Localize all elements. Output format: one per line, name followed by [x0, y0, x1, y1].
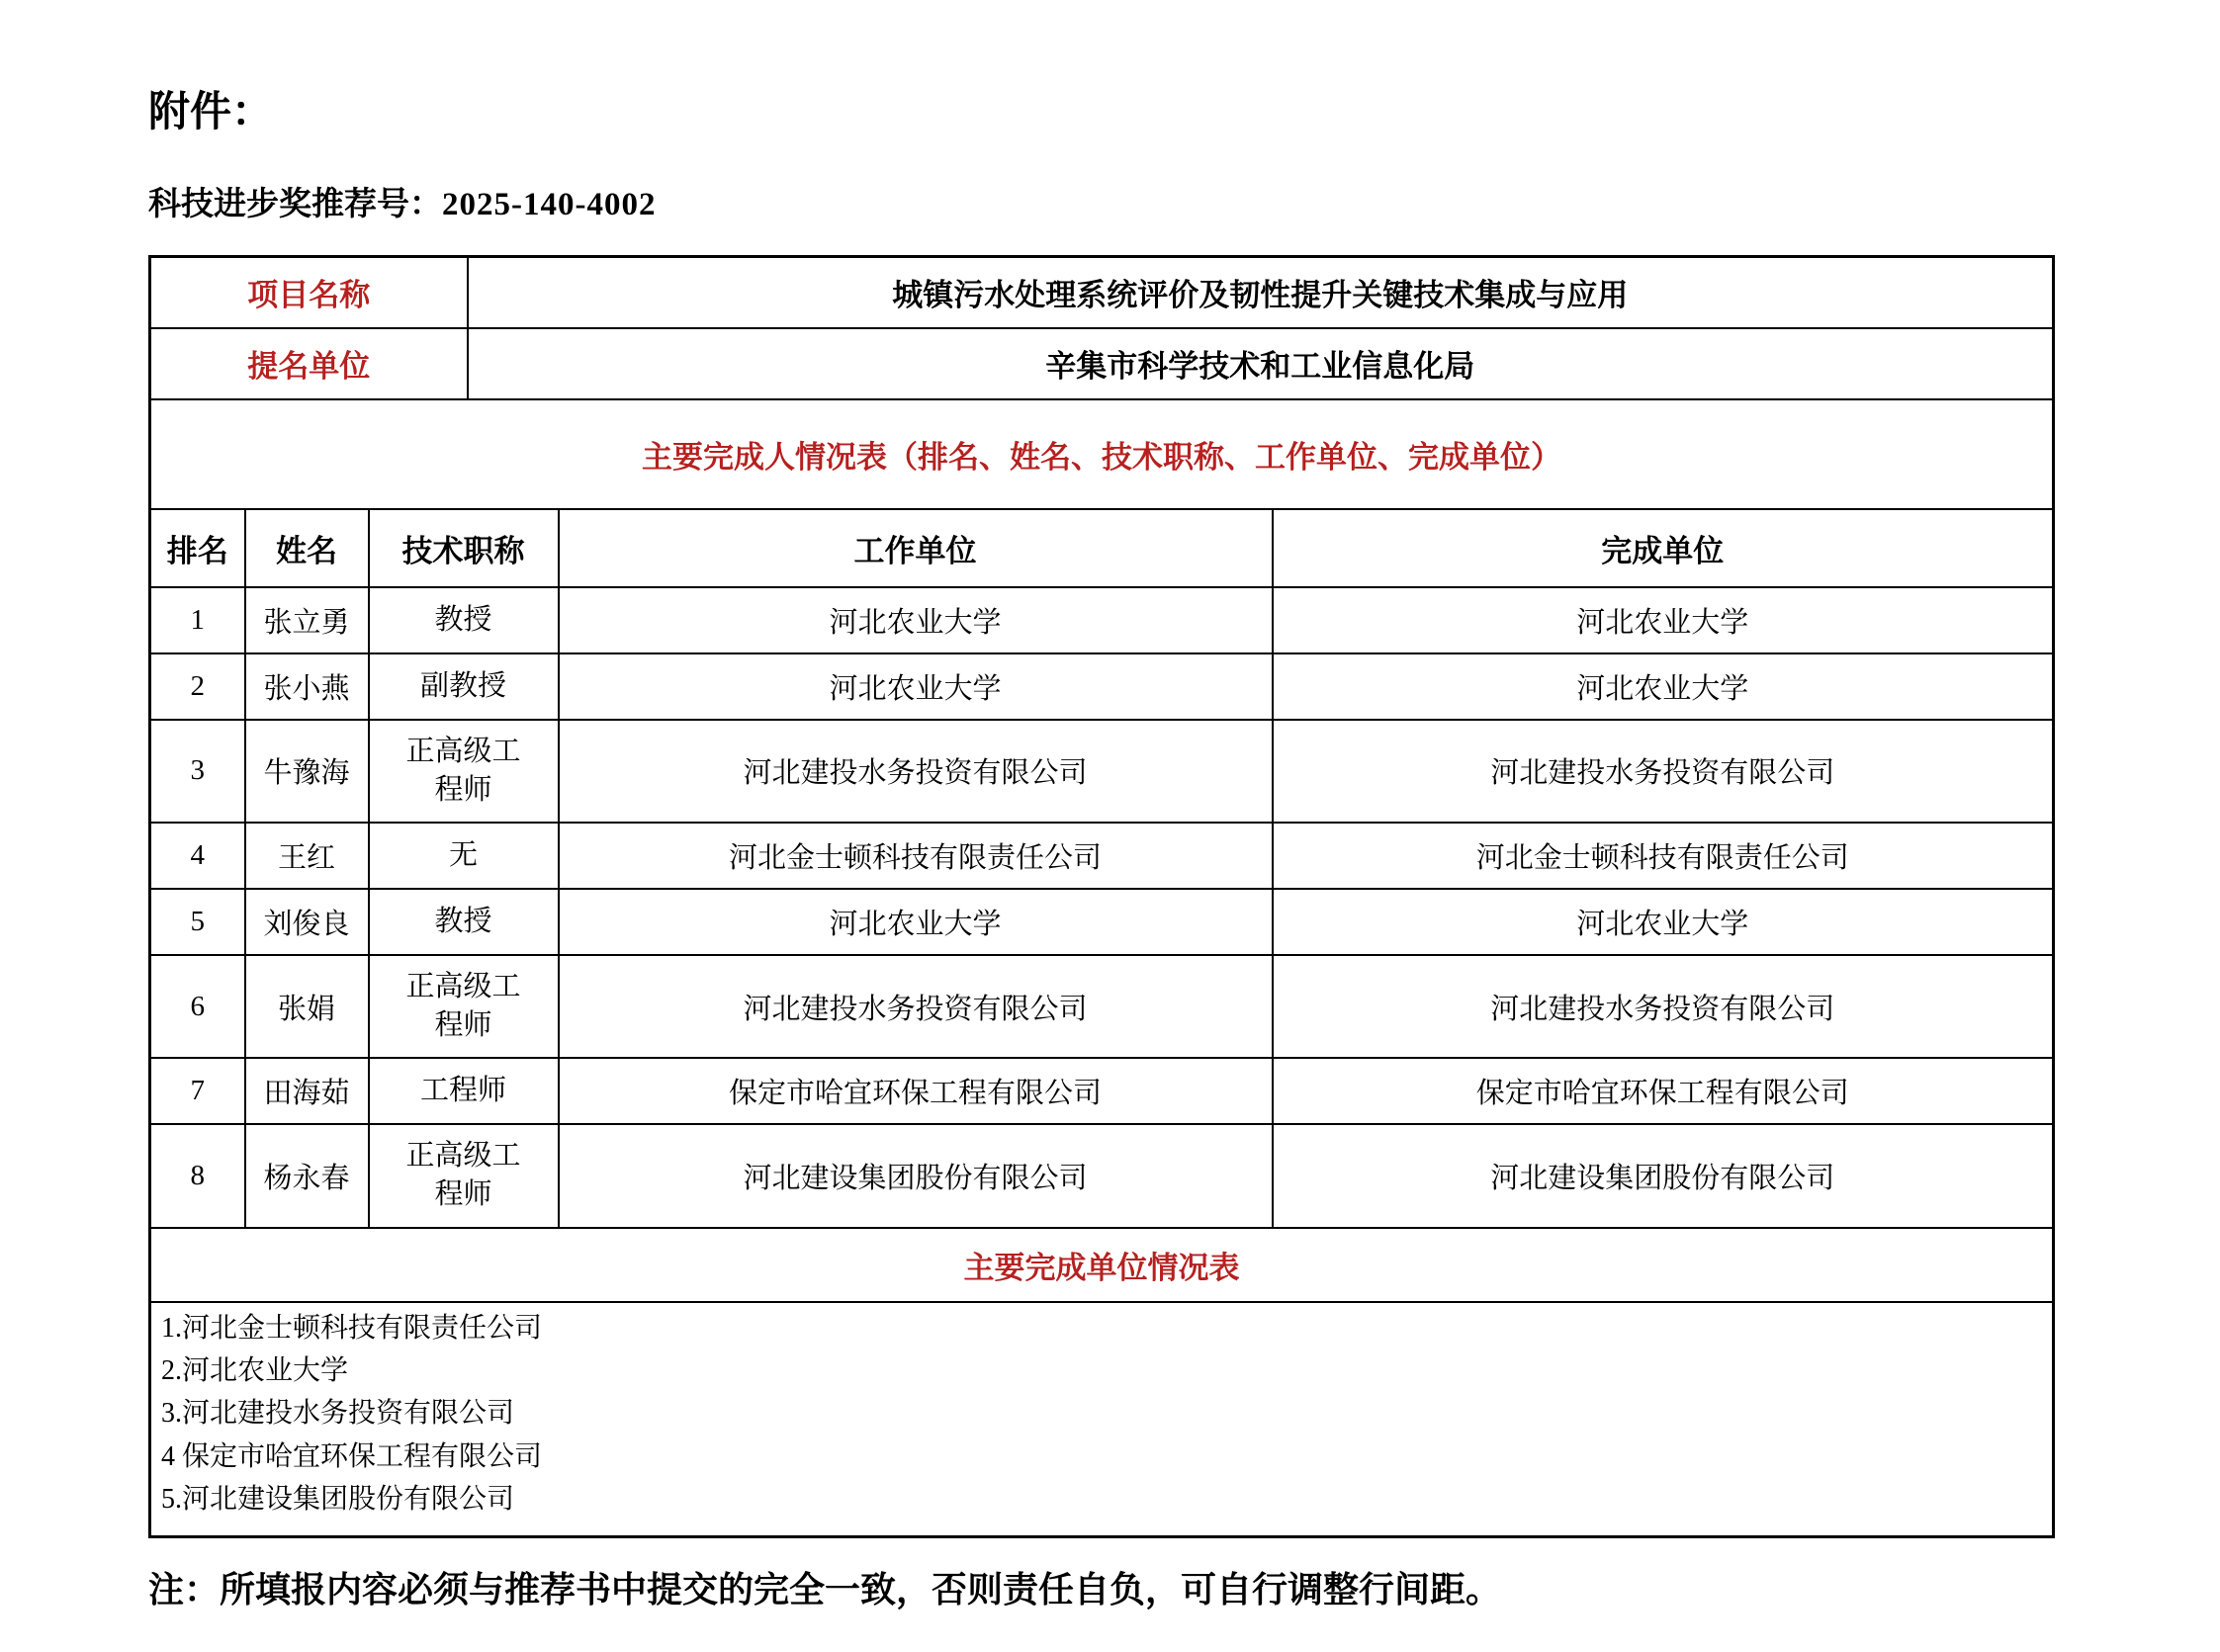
cell-work-unit: 河北农业大学	[559, 653, 1273, 720]
cell-rank: 5	[150, 889, 245, 955]
cell-rank: 6	[150, 955, 245, 1058]
units-section-title-row	[150, 1228, 2054, 1302]
award-form-table	[148, 255, 2055, 1538]
table-row	[150, 889, 2054, 955]
units-list-row	[150, 1302, 2054, 1536]
table-row	[150, 1124, 2054, 1227]
cell-title: 无	[369, 823, 559, 889]
header-title: 技术职称	[369, 509, 559, 587]
list-item: 2.河北农业大学	[161, 1355, 349, 1387]
cell-title: 正高级工程师	[369, 955, 559, 1058]
cell-name: 刘俊良	[245, 889, 369, 955]
header-rank: 排名	[150, 509, 245, 587]
list-item: 4 保定市哈宜环保工程有限公司	[161, 1440, 543, 1472]
cell-rank: 7	[150, 1058, 245, 1124]
project-name-value: 城镇污水处理系统评价及韧性提升关键技术集成与应用	[468, 256, 2054, 328]
recommendation-number: 2025-140-4002	[442, 187, 657, 223]
table-row	[150, 720, 2054, 823]
cell-completion-unit: 河北金士顿科技有限责任公司	[1273, 823, 2054, 889]
cell-title: 教授	[369, 587, 559, 653]
cell-work-unit: 河北农业大学	[559, 889, 1273, 955]
cell-work-unit: 河北建投水务投资有限公司	[559, 720, 1273, 823]
units-section-title: 主要完成单位情况表	[150, 1228, 2054, 1302]
attachment-heading: 附件：	[148, 88, 274, 134]
cell-work-unit: 保定市哈宜环保工程有限公司	[559, 1058, 1273, 1124]
cell-name: 张立勇	[245, 587, 369, 653]
table-row	[150, 587, 2054, 653]
cell-title: 正高级工程师	[369, 1124, 559, 1227]
cell-work-unit: 河北农业大学	[559, 587, 1273, 653]
cell-completion-unit: 河北农业大学	[1273, 653, 2054, 720]
cell-completion-unit: 河北建投水务投资有限公司	[1273, 955, 2054, 1058]
cell-name: 牛豫海	[245, 720, 369, 823]
cell-completion-unit: 河北建设集团股份有限公司	[1273, 1124, 2054, 1227]
recommendation-number-line	[148, 186, 2052, 225]
header-work-unit: 工作单位	[559, 509, 1273, 587]
table-row	[150, 653, 2054, 720]
nominating-unit-value: 辛集市科学技术和工业信息化局	[468, 328, 2054, 399]
cell-title: 正高级工程师	[369, 720, 559, 823]
cell-work-unit: 河北建设集团股份有限公司	[559, 1124, 1273, 1227]
table-row	[150, 955, 2054, 1058]
project-name-label: 项目名称	[150, 256, 468, 328]
completers-section-title-row	[150, 399, 2054, 509]
cell-work-unit: 河北建投水务投资有限公司	[559, 955, 1273, 1058]
cell-title: 副教授	[369, 653, 559, 720]
completers-section-title: 主要完成人情况表（排名、姓名、技术职称、工作单位、完成单位）	[150, 399, 2054, 509]
list-item: 1.河北金士顿科技有限责任公司	[161, 1312, 543, 1344]
cell-name: 杨永春	[245, 1124, 369, 1227]
cell-title: 教授	[369, 889, 559, 955]
nominating-unit-label: 提名单位	[150, 328, 468, 399]
footer-note: 注：所填报内容必须与推荐书中提交的完全一致，否则责任自负，可自行调整行间距。	[148, 1569, 1502, 1609]
cell-completion-unit: 河北建投水务投资有限公司	[1273, 720, 2054, 823]
cell-completion-unit: 河北农业大学	[1273, 587, 2054, 653]
cell-rank: 4	[150, 823, 245, 889]
header-name: 姓名	[245, 509, 369, 587]
cell-rank: 1	[150, 587, 245, 653]
units-list	[150, 1302, 2054, 1536]
recommendation-label: 科技进步奖推荐号：	[148, 187, 442, 223]
cell-completion-unit: 保定市哈宜环保工程有限公司	[1273, 1058, 2054, 1124]
cell-name: 张娟	[245, 955, 369, 1058]
list-item: 3.河北建投水务投资有限公司	[161, 1398, 515, 1430]
project-name-row	[150, 256, 2054, 328]
header-completion-unit: 完成单位	[1273, 509, 2054, 587]
completers-header-row	[150, 509, 2054, 587]
cell-rank: 3	[150, 720, 245, 823]
nominating-unit-row	[150, 328, 2054, 399]
cell-rank: 2	[150, 653, 245, 720]
table-row	[150, 823, 2054, 889]
cell-work-unit: 河北金士顿科技有限责任公司	[559, 823, 1273, 889]
list-item: 5.河北建设集团股份有限公司	[161, 1484, 515, 1516]
cell-name: 田海茹	[245, 1058, 369, 1124]
cell-rank: 8	[150, 1124, 245, 1227]
table-row	[150, 1058, 2054, 1124]
cell-title: 工程师	[369, 1058, 559, 1124]
cell-completion-unit: 河北农业大学	[1273, 889, 2054, 955]
cell-name: 张小燕	[245, 653, 369, 720]
cell-name: 王红	[245, 823, 369, 889]
